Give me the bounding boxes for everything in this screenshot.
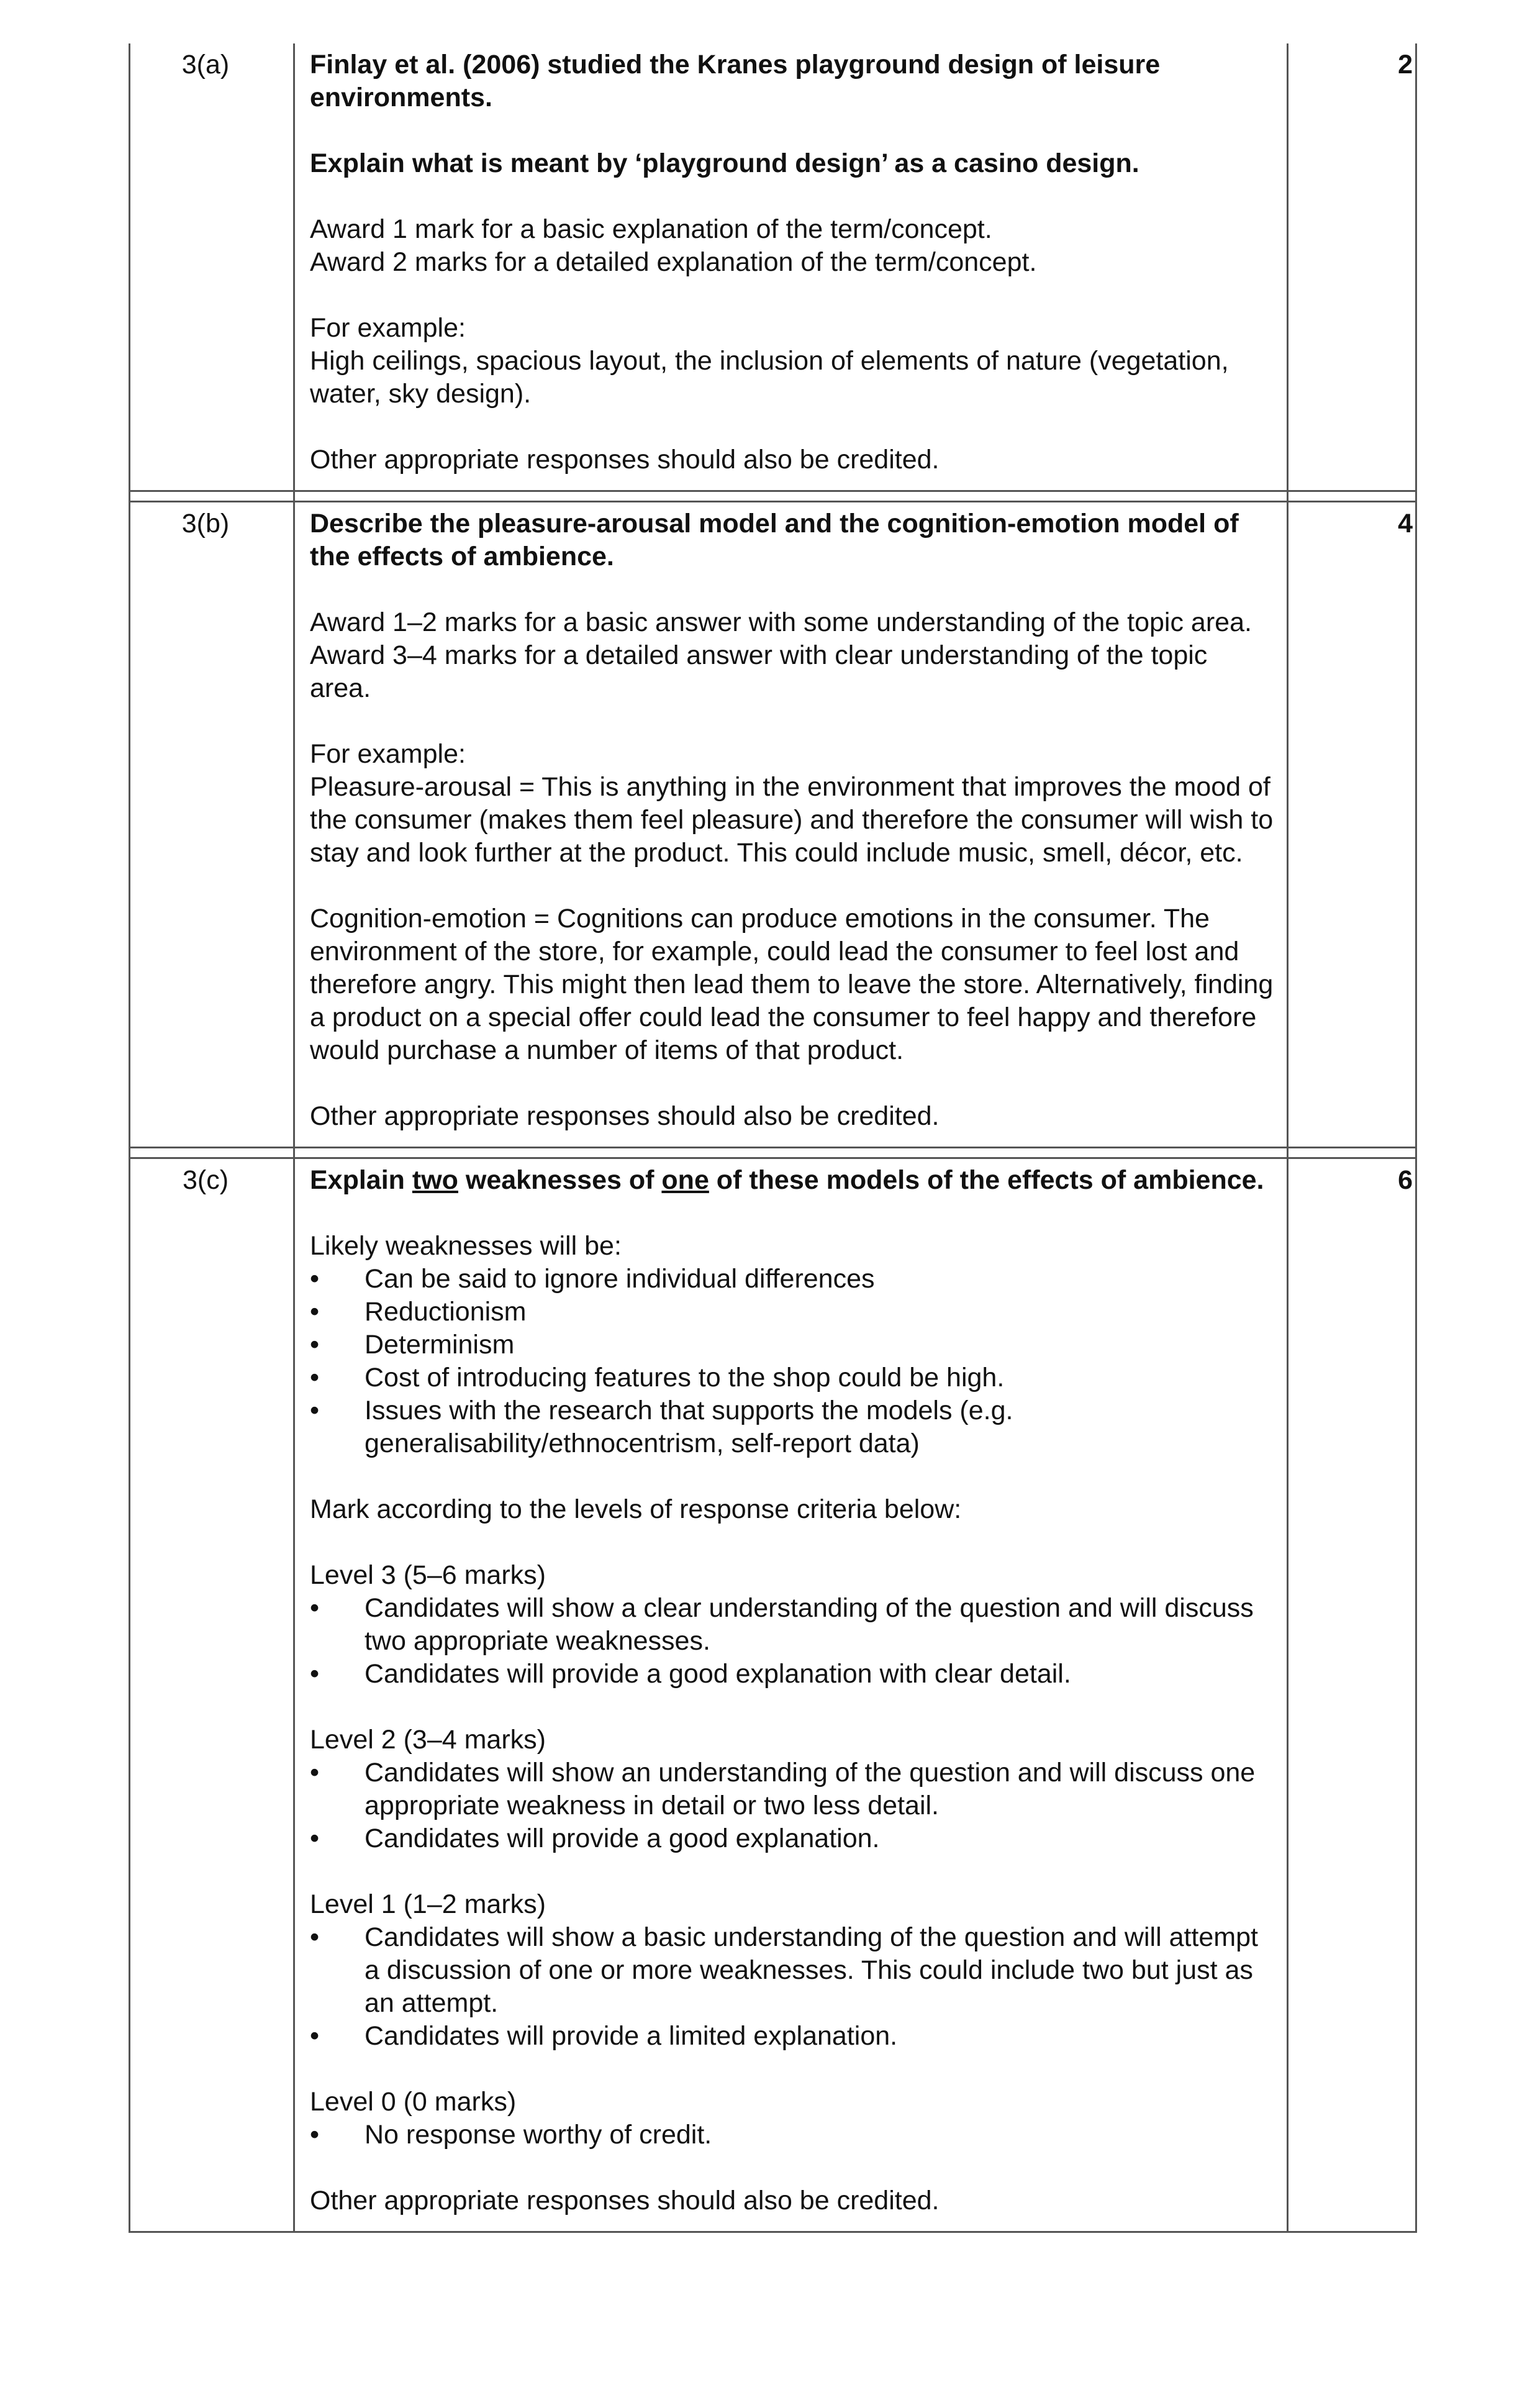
- cognition-emotion-text: Cognition-emotion = Cognitions can produce emotions in the consumer. The environment of the store, for example, could lead the consumer to feel lost and therefore angry. This might then lead them to leave the store. Alternatively, finding a product on a special offer could lead the consumer to feel happy and therefore would purchase a number of items of that product.: [310, 904, 1274, 1065]
- list-item-text: Candidates will show a clear understanding of the question and will discuss two appropriate weaknesses.: [365, 1593, 1254, 1656]
- list-item: [310, 1263, 1274, 1296]
- list-item: [310, 2119, 1274, 2151]
- row-separator: [130, 491, 1416, 502]
- other-responses-note: Other appropriate responses should also be credited.: [310, 445, 940, 475]
- level-block: [310, 2086, 1274, 2151]
- marks-value: 4: [1288, 502, 1416, 1148]
- list-item-text: Can be said to ignore individual differences: [365, 1264, 875, 1294]
- row-separator: [130, 1148, 1416, 1158]
- question-fragment: Explain: [310, 1165, 412, 1195]
- list-item: [310, 1329, 1274, 1361]
- underlined-word: one: [661, 1165, 709, 1195]
- list-item-text: Determinism: [365, 1330, 515, 1360]
- list-item: [310, 2020, 1274, 2053]
- bullet-icon: •: [310, 2021, 320, 2051]
- example-label: For example:: [310, 739, 466, 769]
- question-number: 3(a): [130, 43, 294, 491]
- marks-value: 6: [1288, 1158, 1416, 2232]
- award-criteria: [310, 213, 1274, 279]
- list-item-text: No response worthy of credit.: [365, 2120, 712, 2150]
- question-text: [310, 1164, 1274, 1197]
- bullet-icon: •: [310, 1758, 320, 1788]
- weaknesses-list: [310, 1263, 1274, 1460]
- mark-scheme-table: [129, 43, 1417, 2233]
- list-item-text: Candidates will provide a good explanation.: [365, 1824, 880, 1853]
- award-criteria: [310, 606, 1274, 705]
- level-block: [310, 1724, 1274, 1855]
- award-line: Award 1–2 marks for a basic answer with some understanding of the topic area.: [310, 607, 1252, 637]
- level-criteria-list: [310, 1921, 1274, 2053]
- bullet-icon: •: [310, 1659, 320, 1689]
- question-number: 3(b): [130, 502, 294, 1148]
- bullet-icon: •: [310, 1396, 320, 1425]
- list-item-text: Candidates will provide a good explanation with clear detail.: [365, 1659, 1071, 1689]
- list-item-text: Cost of introducing features to the shop could be high.: [365, 1363, 1005, 1393]
- bullet-icon: •: [310, 2120, 320, 2150]
- bullet-icon: •: [310, 1593, 320, 1623]
- question-line: Explain what is meant by ‘playground design’ as a casino design.: [310, 148, 1139, 178]
- list-item-text: Candidates will show a basic understanding of the question and will attempt a discussion of one or more weaknesses. This could include two but just as an attempt.: [365, 1922, 1258, 2018]
- question-fragment: weaknesses of: [458, 1165, 662, 1195]
- bullet-icon: •: [310, 1922, 320, 1952]
- bullet-icon: •: [310, 1330, 320, 1360]
- list-item: [310, 1592, 1274, 1658]
- weaknesses-block: [310, 1230, 1274, 1460]
- example-block: [310, 312, 1274, 411]
- answer-guidance: [294, 43, 1288, 491]
- level-criteria-list: [310, 1592, 1274, 1691]
- level-title: Level 3 (5–6 marks): [310, 1560, 546, 1590]
- question-row-3b: [130, 502, 1416, 1148]
- level-title: Level 0 (0 marks): [310, 2087, 517, 2117]
- answer-guidance: [294, 1158, 1288, 2232]
- example-text: High ceilings, spacious layout, the inclusion of elements of nature (vegetation, water, sky design).: [310, 346, 1229, 409]
- list-item: [310, 1658, 1274, 1691]
- award-line: Award 3–4 marks for a detailed answer with clear understanding of the topic area.: [310, 640, 1208, 703]
- bullet-icon: •: [310, 1297, 320, 1327]
- list-item-text: Candidates will provide a limited explanation.: [365, 2021, 898, 2051]
- list-item: [310, 1361, 1274, 1394]
- level-block: [310, 1559, 1274, 1691]
- list-item: [310, 1822, 1274, 1855]
- question-line: Finlay et al. (2006) studied the Kranes playground design of leisure environments.: [310, 50, 1161, 112]
- question-row-3c: [130, 1158, 1416, 2232]
- bullet-icon: •: [310, 1363, 320, 1393]
- pleasure-arousal-text: Pleasure-arousal = This is anything in the environment that improves the mood of the consumer (makes them feel pleasure) and therefore the consumer will wish to stay and look further at the product. This could include music, smell, décor, etc.: [310, 772, 1274, 868]
- bullet-icon: •: [310, 1264, 320, 1294]
- list-item: [310, 1394, 1274, 1460]
- question-text: [310, 48, 1274, 180]
- example-label: For example:: [310, 313, 466, 343]
- level-title: Level 1 (1–2 marks): [310, 1889, 546, 1919]
- level-criteria-list: [310, 1756, 1274, 1855]
- list-item: [310, 1756, 1274, 1822]
- example-block: [310, 738, 1274, 870]
- marks-value: 2: [1288, 43, 1416, 491]
- list-item: [310, 1921, 1274, 2020]
- underlined-word: two: [412, 1165, 458, 1195]
- weaknesses-label: Likely weaknesses will be:: [310, 1231, 622, 1261]
- level-block: [310, 1888, 1274, 2053]
- question-fragment: of these models of the effects of ambience.: [709, 1165, 1264, 1195]
- question-row-3a: [130, 43, 1416, 491]
- level-criteria-list: [310, 2119, 1274, 2151]
- list-item-text: Candidates will show an understanding of the question and will discuss one appropriate weakness in detail or two less detail.: [365, 1758, 1256, 1820]
- list-item-text: Reductionism: [365, 1297, 527, 1327]
- level-title: Level 2 (3–4 marks): [310, 1725, 546, 1755]
- mark-according-note: Mark according to the levels of response criteria below:: [310, 1494, 962, 1524]
- award-line: Award 1 mark for a basic explanation of the term/concept.: [310, 214, 992, 244]
- question-number: 3(c): [130, 1158, 294, 2232]
- question-text: Describe the pleasure-arousal model and the cognition-emotion model of the effects of ambience.: [310, 509, 1239, 571]
- list-item: [310, 1296, 1274, 1329]
- other-responses-note: Other appropriate responses should also be credited.: [310, 1101, 940, 1131]
- award-line: Award 2 marks for a detailed explanation of the term/concept.: [310, 247, 1037, 277]
- bullet-icon: •: [310, 1824, 320, 1853]
- other-responses-note: Other appropriate responses should also be credited.: [310, 2186, 940, 2215]
- list-item-text: Issues with the research that supports the models (e.g. generalisability/ethnocentrism, self-report data): [365, 1396, 1013, 1458]
- answer-guidance: [294, 502, 1288, 1148]
